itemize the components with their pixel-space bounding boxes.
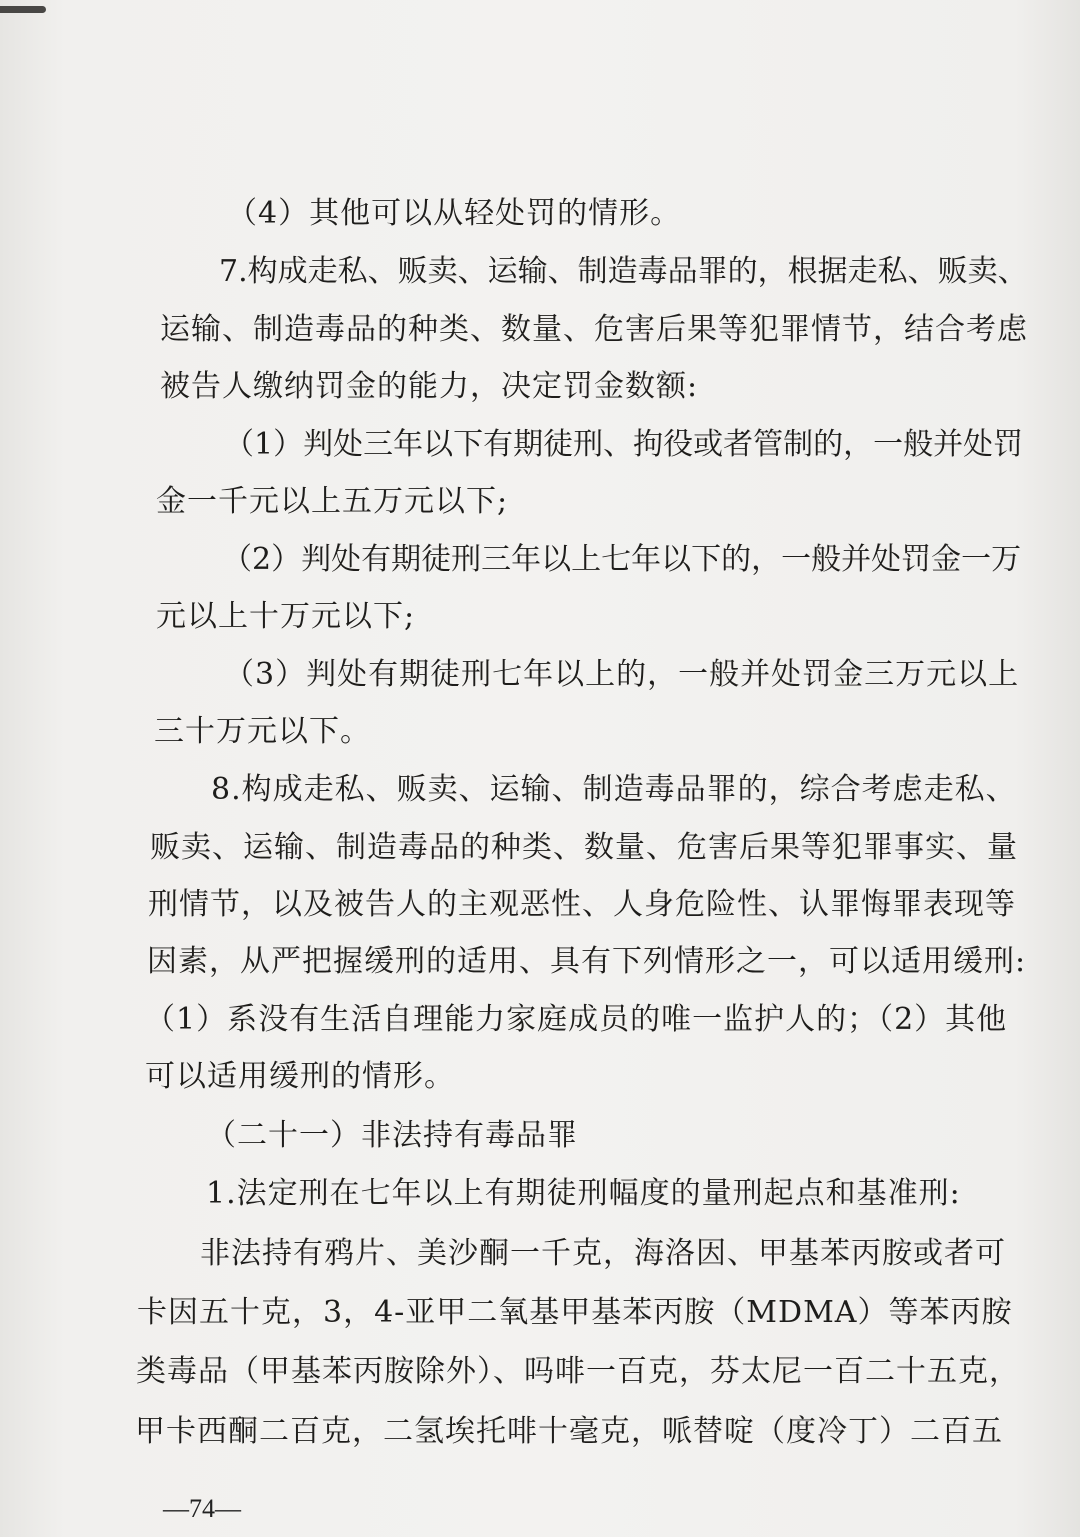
- text-line: 1.法定刑在七年以上有期徒刑幅度的量刑起点和基准刑:: [206, 1176, 961, 1211]
- text-line: （1）判处三年以下有期徒刑、拘役或者管制的，一般并处罚: [224, 427, 1024, 462]
- text-line: 金一千元以上五万元以下;: [156, 484, 509, 519]
- text-line: 被告人缴纳罚金的能力，决定罚金数额:: [160, 369, 699, 404]
- section-heading: （二十一）非法持有毒品罪: [206, 1118, 578, 1153]
- text-line: 卡因五十克，3，4-亚甲二氧基甲基苯丙胺（MDMA）等苯丙胺: [137, 1295, 1013, 1330]
- text-line: 运输、制造毒品的种类、数量、危害后果等犯罪情节，结合考虑: [160, 312, 1028, 347]
- text-line: 因素，从严把握缓刑的适用、具有下列情形之一，可以适用缓刑:: [147, 944, 1027, 979]
- text-line: （2）判处有期徒刑三年以上七年以下的，一般并处罚金一万: [222, 542, 1022, 577]
- text-line: 贩卖、运输、制造毒品的种类、数量、危害后果等犯罪事实、量: [150, 830, 1018, 865]
- text-line: （1）系没有生活自理能力家庭成员的唯一监护人的；（2）其他: [145, 1002, 1008, 1037]
- text-line: 8.构成走私、贩卖、运输、制造毒品罪的，综合考虑走私、: [211, 772, 1017, 807]
- text-line: 类毒品（甲基苯丙胺除外）、吗啡一百克，芬太尼一百二十五克，: [136, 1354, 1020, 1389]
- text-line: 刑情节，以及被告人的主观恶性、人身危险性、认罪悔罪表现等: [148, 887, 1016, 922]
- text-line: 甲卡西酮二百克，二氢埃托啡十毫克，哌替啶（度冷丁）二百五: [135, 1414, 1003, 1449]
- text-line: （4）其他可以从轻处罚的情形。: [227, 196, 682, 231]
- page-number: —74—: [163, 1494, 241, 1523]
- text-line: 7.构成走私、贩卖、运输、制造毒品罪的，根据走私、贩卖、: [219, 254, 1028, 289]
- scan-edge-mark: [0, 6, 46, 13]
- text-line: 三十万元以下。: [154, 714, 371, 749]
- text-line: 元以上十万元以下;: [156, 599, 416, 634]
- text-line: （3）判处有期徒刑七年以上的，一般并处罚金三万元以上: [224, 657, 1020, 692]
- text-line: 可以适用缓刑的情形。: [145, 1059, 455, 1094]
- text-line: 非法持有鸦片、美沙酮一千克，海洛因、甲基苯丙胺或者可: [200, 1236, 1006, 1271]
